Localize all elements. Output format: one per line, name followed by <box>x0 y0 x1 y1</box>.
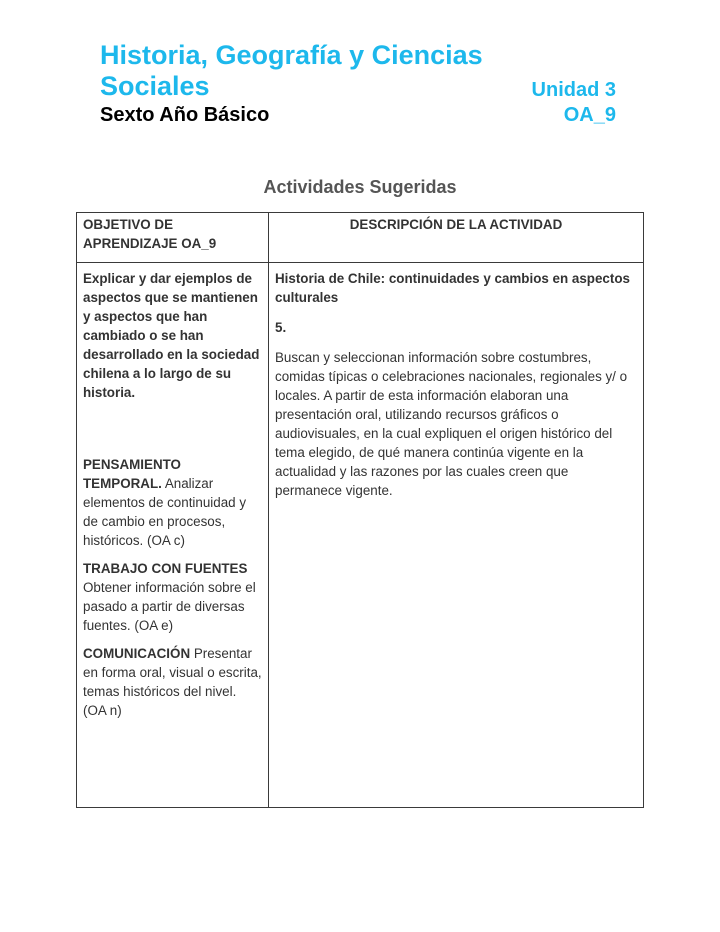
skill-description: Presentar en forma oral, visual o escrita, temas históricos del nivel. (OA n) <box>83 646 262 718</box>
subject-title-line2: Sociales <box>100 71 210 101</box>
grade-label: Sexto Año Básico <box>100 104 270 126</box>
skill-communication <box>83 644 262 720</box>
table-header-row <box>77 213 644 263</box>
document-header <box>100 40 620 127</box>
unit-label: Unidad 3 <box>531 79 616 101</box>
activity-title: Historia de Chile: continuidades y cambios en aspectos culturales <box>275 271 630 305</box>
objective-cell <box>77 263 269 808</box>
activity-cell <box>269 263 644 808</box>
subject-unit-row <box>100 71 620 102</box>
activities-table <box>76 212 644 808</box>
activity-description: Buscan y seleccionan información sobre costumbres, comidas típicas o celebraciones nacionales, regionales y/ o locales. A partir de esta información elaboran una presentación oral, utilizando recursos gráficos o audiovisuales, en la cual expliquen el origen histórico del tema elegido, de qué manera continúa vigente en la actualidad y las razones por las cuales creen que permanece vigente. <box>275 350 628 498</box>
oa-code: OA_9 <box>563 104 616 126</box>
skill-name: COMUNICACIÓN <box>83 646 191 661</box>
subject-title-line1: Historia, Geografía y Ciencias <box>100 40 483 70</box>
skill-sources <box>83 559 262 635</box>
column-header-objective: OBJETIVO DE APRENDIZAJE OA_9 <box>77 213 269 263</box>
skill-temporal <box>83 455 262 550</box>
skill-description: Obtener información sobre el pasado a partir de diversas fuentes. (OA e) <box>83 580 256 633</box>
column-header-description: DESCRIPCIÓN DE LA ACTIVIDAD <box>269 213 644 263</box>
skill-name: TRABAJO CON FUENTES <box>83 561 248 576</box>
skill-name: PENSAMIENTO TEMPORAL. <box>83 457 181 491</box>
objective-text: Explicar y dar ejemplos de aspectos que se mantienen y aspectos que han cambiado o se han desarrollado en la sociedad chilena a lo largo de su historia. <box>83 271 260 400</box>
section-title: Actividades Sugeridas <box>263 177 457 197</box>
table-row <box>77 263 644 808</box>
grade-oa-row <box>100 103 620 127</box>
skill-description: Analizar elementos de continuidad y de cambio en procesos, históricos. (OA c) <box>83 476 247 548</box>
activity-number: 5. <box>275 320 287 335</box>
